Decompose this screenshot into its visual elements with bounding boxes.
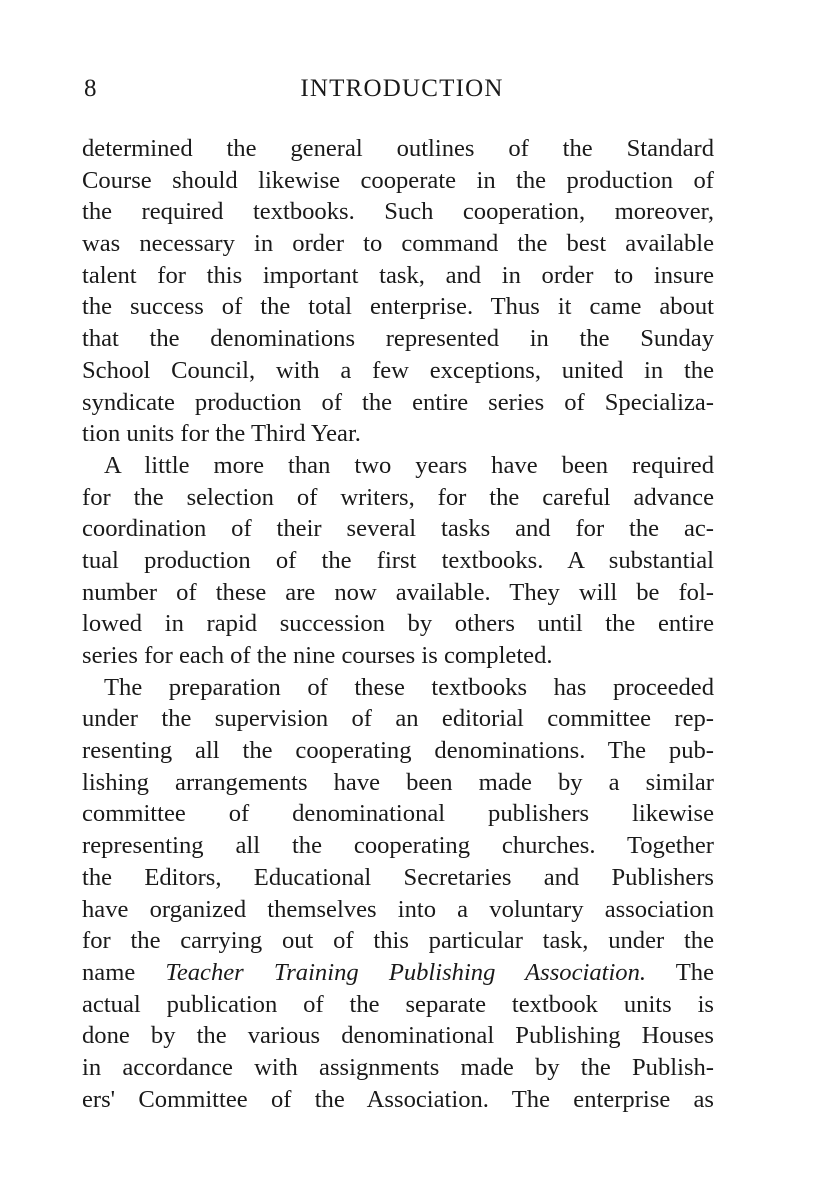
text-line: lishing arrangements have been made by a similar [82, 768, 714, 796]
text-line: representing all the cooperating churches. Together [82, 832, 714, 860]
book-page [82, 70, 714, 1115]
text-line: lowed in rapid succession by others until the entire [82, 610, 714, 638]
text-line: committee of denominational publishers likewise [82, 800, 714, 828]
text-line: ers' Committee of the Association. The enterprise as [82, 1085, 714, 1113]
italic-association-name: Teacher Training Publishing Association. [165, 958, 647, 986]
page-number: 8 [84, 75, 97, 102]
text-line: actual publication of the separate textbook units is [82, 990, 714, 1018]
text-line: determined the general outlines of the Standard [82, 135, 714, 162]
text-line: done by the various denominational Publishing Houses [82, 1022, 714, 1050]
text-line: under the supervision of an editorial committee rep- [82, 705, 714, 733]
text-line: number of these are now available. They will be fol- [82, 578, 714, 606]
text-fragment: The [646, 958, 714, 986]
text-line: the success of the total enterprise. Thus it came about [82, 293, 714, 321]
text-line: talent for this important task, and in order to insure [82, 261, 714, 289]
text-line: that the denominations represented in the Sunday [82, 325, 714, 353]
text-line: the required textbooks. Such cooperation, moreover, [82, 198, 714, 226]
text-line-with-italic-title [82, 957, 714, 989]
text-line: coordination of their several tasks and for the ac- [82, 515, 714, 543]
text-line: resenting all the cooperating denominations. The pub- [82, 737, 714, 765]
text-line: was necessary in order to command the best available [82, 230, 714, 258]
text-line: School Council, with a few exceptions, united in the [82, 356, 714, 384]
paragraph-2 [82, 450, 714, 672]
text-line: the Editors, Educational Secretaries and Publishers [82, 863, 714, 891]
text-line: A little more than two years have been required [104, 451, 714, 479]
text-line: Course should likewise cooperate in the production of [82, 166, 714, 194]
text-line: for the carrying out of this particular task, under the [82, 927, 714, 955]
paragraph-3 [82, 672, 714, 1116]
running-title: INTRODUCTION [300, 75, 504, 102]
body-text [82, 133, 714, 1115]
text-line: series for each of the nine courses is completed. [82, 642, 553, 669]
text-line: tion units for the Third Year. [82, 420, 361, 448]
text-line: tual production of the first textbooks. A substantial [82, 546, 714, 574]
text-line: for the selection of writers, for the careful advance [82, 483, 714, 511]
text-fragment: name [82, 958, 166, 986]
paragraph-1 [82, 133, 714, 450]
running-head [82, 70, 714, 108]
text-line: in accordance with assignments made by the Publish- [82, 1053, 714, 1081]
text-line: The preparation of these textbooks has proceeded [104, 673, 714, 701]
text-line: have organized themselves into a voluntary association [82, 895, 714, 923]
text-line: syndicate production of the entire series of Specializa- [82, 388, 714, 416]
